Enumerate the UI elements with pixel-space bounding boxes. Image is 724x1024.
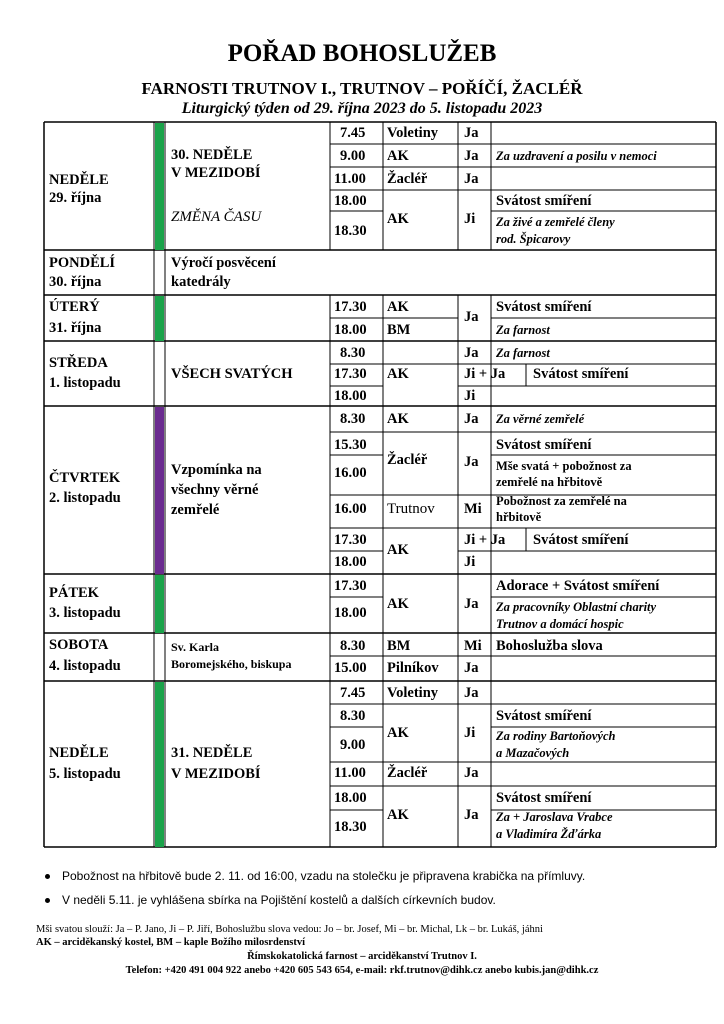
mass-place: AK: [387, 542, 409, 558]
mass-intention: Svátost smíření: [496, 437, 592, 453]
mass-place: BM: [387, 638, 411, 654]
mass-intention: hřbitově: [496, 510, 542, 524]
mass-intention: Svátost smíření: [496, 708, 592, 724]
day-name: PÁTEK: [49, 585, 99, 601]
feast-line: 30. NEDĚLE: [171, 147, 253, 163]
mass-intention: Svátost smíření: [533, 366, 629, 382]
mass-place: AK: [387, 148, 409, 164]
day-name: NEDĚLE: [49, 172, 109, 188]
day-date: 1. listopadu: [49, 375, 121, 391]
mass-priest: Ja: [464, 596, 479, 612]
mass-priest: Ji: [464, 554, 476, 570]
mass-time: 9.00: [340, 148, 366, 164]
feast-line: VŠECH SVATÝCH: [171, 366, 293, 382]
mass-intention: Za živé a zemřelé členy: [496, 215, 615, 229]
mass-place: BM: [387, 322, 411, 338]
mass-priest: Ja: [464, 171, 479, 187]
mass-time: 17.30: [334, 366, 367, 382]
mass-priest: Ja: [464, 148, 479, 164]
mass-time: 18.00: [334, 790, 367, 806]
mass-time: 15.30: [334, 437, 367, 453]
day-name: NEDĚLE: [49, 745, 109, 761]
mass-time: 15.00: [334, 660, 367, 676]
mass-time: 18.00: [334, 193, 367, 209]
mass-place: Voletiny: [387, 685, 439, 701]
mass-time: 18.00: [334, 388, 367, 404]
day-date: 4. listopadu: [49, 658, 121, 674]
mass-intention: zemřelé na hřbitově: [496, 475, 603, 489]
mass-priest: Ja: [464, 660, 479, 676]
mass-intention: Bohoslužba slova: [496, 638, 603, 654]
mass-intention: a Vladimíra Žďárka: [496, 827, 602, 841]
mass-intention: Pobožnost za zemřelé na: [496, 494, 627, 508]
mass-priest: Ja: [464, 454, 479, 470]
feast-line: Sv. Karla: [171, 640, 220, 654]
day-date: 30. října: [49, 274, 102, 290]
feast-line: zemřelé: [171, 502, 220, 518]
week-range: Liturgický týden od 29. října 2023 do 5. listopadu 2023: [181, 100, 543, 117]
mass-time: 16.00: [334, 501, 367, 517]
footer-parish: Římskokatolická farnost – arciděkanství Trutnov I.: [247, 951, 477, 962]
mass-place: AK: [387, 807, 409, 823]
mass-time: 7.45: [340, 685, 366, 701]
mass-time: 8.30: [340, 411, 366, 427]
note-item: V neděli 5.11. je vyhlášena sbírka na Pojištění kostelů a dalších církevních budov.: [62, 893, 496, 907]
mass-intention: Adorace + Svátost smíření: [496, 578, 660, 594]
feast-line: 31. NEDĚLE: [171, 745, 253, 761]
mass-priest: Mi: [464, 501, 482, 517]
mass-intention: a Mazačových: [496, 746, 570, 760]
mass-time: 17.30: [334, 299, 367, 315]
mass-priest: Ja: [464, 125, 479, 141]
mass-intention: Za uzdravení a posilu v nemoci: [496, 149, 657, 163]
mass-priest: Ja: [464, 685, 479, 701]
mass-time: 11.00: [334, 171, 366, 187]
mass-time: 8.30: [340, 638, 366, 654]
day-name: STŘEDA: [49, 355, 108, 371]
mass-intention: Svátost smíření: [533, 532, 629, 548]
day-date: 2. listopadu: [49, 490, 121, 506]
mass-place: Žacléř: [387, 171, 428, 187]
mass-intention: Trutnov a domácí hospic: [496, 617, 624, 631]
mass-time: 17.30: [334, 578, 367, 594]
mass-place: Pilníkov: [387, 660, 439, 676]
mass-priest: Ja: [464, 345, 479, 361]
mass-priest: Ji + Ja: [464, 366, 506, 382]
footer-contact: Telefon: +420 491 004 922 anebo +420 605 543 654, e-mail: rkf.trutnov@dihk.cz anebo kubis.jan@dihk.cz: [125, 965, 599, 976]
mass-place: AK: [387, 411, 409, 427]
mass-intention: Za věrné zemřelé: [496, 412, 585, 426]
day-date: 29. října: [49, 190, 102, 206]
mass-priest: Mi: [464, 638, 482, 654]
feast-line: Výročí posvěcení: [171, 255, 276, 271]
mass-priest: Ji: [464, 388, 476, 404]
mass-time: 18.30: [334, 223, 367, 239]
mass-place: Trutnov: [387, 501, 435, 517]
mass-place: AK: [387, 299, 409, 315]
mass-intention: Za + Jaroslava Vrabce: [496, 810, 613, 824]
day-date: 5. listopadu: [49, 766, 121, 782]
mass-place: AK: [387, 211, 409, 227]
feast-line: Boromejského, biskupa: [171, 657, 292, 671]
footer-priests: Mši svatou slouží: Ja – P. Jano, Ji – P. Jiří, Bohoslužbu slova vedou: Jo – br. Josef, Mi – br. Michal, Lk – br. Lukáš, jáhni: [36, 924, 543, 935]
mass-priest: Ji: [464, 211, 476, 227]
mass-priest: Ji + Ja: [464, 532, 506, 548]
day-name: ČTVRTEK: [49, 470, 121, 486]
mass-time: 18.00: [334, 322, 367, 338]
mass-time: 11.00: [334, 765, 366, 781]
mass-place: Voletiny: [387, 125, 439, 141]
mass-time: 9.00: [340, 737, 366, 753]
mass-intention: Za farnost: [496, 346, 550, 360]
mass-priest: Ja: [464, 765, 479, 781]
mass-intention: Svátost smíření: [496, 299, 592, 315]
mass-intention: Mše svatá + pobožnost za: [496, 459, 632, 473]
mass-priest: Ja: [464, 807, 479, 823]
feast-line: V MEZIDOBÍ: [171, 165, 261, 181]
feast-line: Vzpomínka na: [171, 462, 262, 478]
feast-line: V MEZIDOBÍ: [171, 766, 261, 782]
mass-time: 17.30: [334, 532, 367, 548]
mass-time: 18.00: [334, 605, 367, 621]
day-name: SOBOTA: [49, 637, 109, 653]
mass-intention: Svátost smíření: [496, 790, 592, 806]
mass-time: 8.30: [340, 345, 366, 361]
footer-churches: AK – arciděkanský kostel, BM – kaple Božího milosrdenství: [36, 937, 306, 948]
mass-time: 18.30: [334, 819, 367, 835]
mass-place: Žacléř: [387, 452, 428, 468]
mass-priest: Ja: [464, 309, 479, 325]
mass-intention: Za rodiny Bartoňových: [496, 729, 616, 743]
mass-place: AK: [387, 366, 409, 382]
feast-line: všechny věrné: [171, 482, 259, 498]
mass-intention: Svátost smíření: [496, 193, 592, 209]
mass-intention: rod. Špicarovy: [496, 232, 571, 246]
time-change-note: ZMĚNA ČASU: [171, 209, 262, 225]
mass-time: 18.00: [334, 554, 367, 570]
day-name: ÚTERÝ: [49, 299, 100, 315]
feast-line: katedrály: [171, 274, 231, 290]
page-subtitle: FARNOSTI TRUTNOV I., TRUTNOV – POŘÍČÍ, ŽACLÉŘ: [141, 79, 583, 98]
page-title: POŘAD BOHOSLUŽEB: [227, 40, 497, 67]
day-date: 3. listopadu: [49, 605, 121, 621]
day-name: PONDĚLÍ: [49, 255, 116, 271]
mass-intention: Za farnost: [496, 323, 550, 337]
mass-place: AK: [387, 596, 409, 612]
mass-intention: Za pracovníky Oblastní charity: [496, 600, 657, 614]
mass-time: 16.00: [334, 465, 367, 481]
mass-time: 8.30: [340, 708, 366, 724]
mass-place: Žacléř: [387, 765, 428, 781]
note-item: Pobožnost na hřbitově bude 2. 11. od 16:00, vzadu na stolečku je připravena krabička na přímluvy.: [62, 869, 586, 883]
day-date: 31. října: [49, 320, 102, 336]
mass-place: AK: [387, 725, 409, 741]
mass-priest: Ji: [464, 725, 476, 741]
mass-priest: Ja: [464, 411, 479, 427]
mass-time: 7.45: [340, 125, 366, 141]
